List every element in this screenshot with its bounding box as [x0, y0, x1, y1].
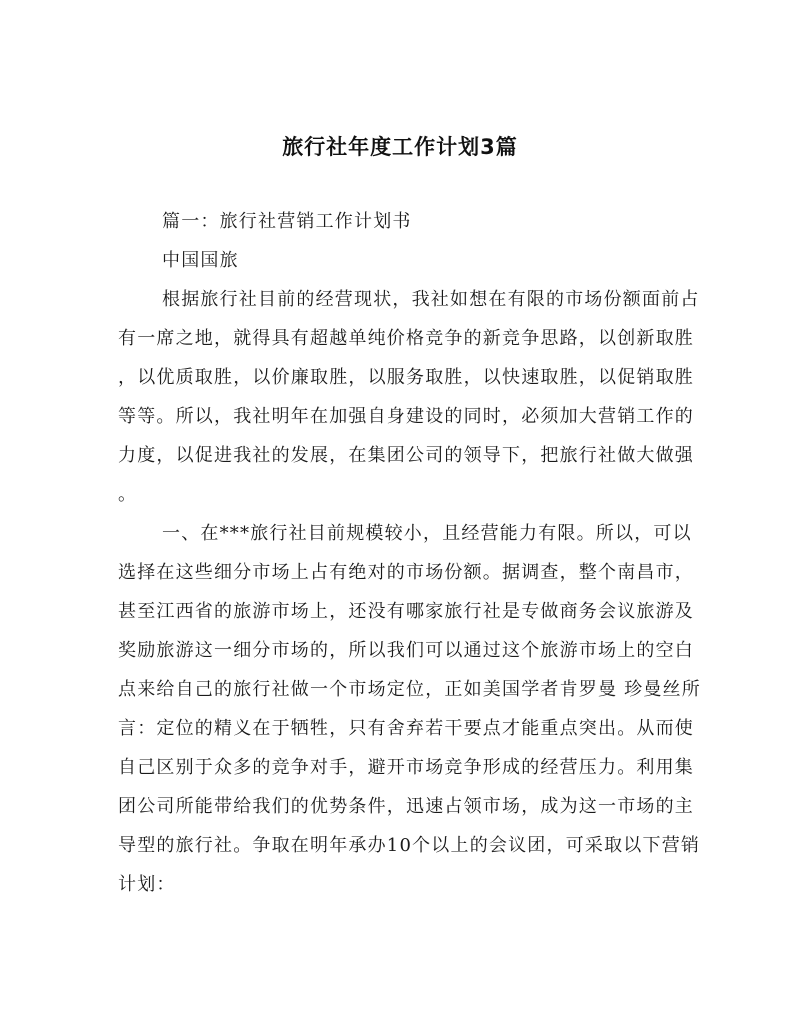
paragraph-line: 团公司所能带给我们的优势条件，迅速占领市场，成为这一市场的主	[118, 796, 694, 817]
paragraph-line: 有一席之地，就得具有超越单纯价格竞争的新竞争思路，以创新取胜	[118, 328, 694, 349]
paragraph-line: 自己区别于众多的竞争对手，避开市场竞争形成的经营压力。利用集	[118, 757, 694, 778]
paragraph-line: 选择在这些细分市场上占有绝对的市场份额。据调查，整个南昌市，	[118, 562, 694, 583]
paragraph-line: 导型的旅行社。争取在明年承办10个以上的会议团，可采取以下营销	[118, 835, 701, 856]
paragraph-line: 一、在***旅行社目前规模较小，且经营能力有限。所以，可以	[162, 523, 692, 544]
paragraph-line: 。	[118, 484, 138, 505]
paragraph-line: 甚至江西省的旅游市场上，还没有哪家旅行社是专做商务会议旅游及	[118, 601, 694, 622]
paragraph-line: ，以优质取胜，以价廉取胜，以服务取胜，以快速取胜，以促销取胜	[118, 367, 694, 388]
paragraph-line: 点来给自己的旅行社做一个市场定位，正如美国学者肯罗曼 珍曼丝所	[118, 679, 701, 700]
paragraph-line: 力度，以促进我社的发展，在集团公司的领导下，把旅行社做大做强	[118, 445, 694, 466]
document-title: 旅行社年度工作计划3篇	[282, 135, 518, 159]
paragraph-line: 奖励旅游这一细分市场的，所以我们可以通过这个旅游市场上的空白	[118, 640, 694, 661]
paragraph-line: 等等。所以，我社明年在加强自身建设的同时，必须加大营销工作的	[118, 406, 694, 427]
paragraph-line: 根据旅行社目前的经营现状，我社如想在有限的市场份额面前占	[162, 289, 700, 310]
paragraph-line: 计划：	[118, 874, 176, 895]
organization-line: 中国国旅	[162, 250, 239, 271]
section-heading: 篇一：旅行社营销工作计划书	[162, 211, 412, 232]
paragraph-line: 言：定位的精义在于牺牲，只有舍弃若干要点才能重点突出。从而使	[118, 718, 694, 739]
